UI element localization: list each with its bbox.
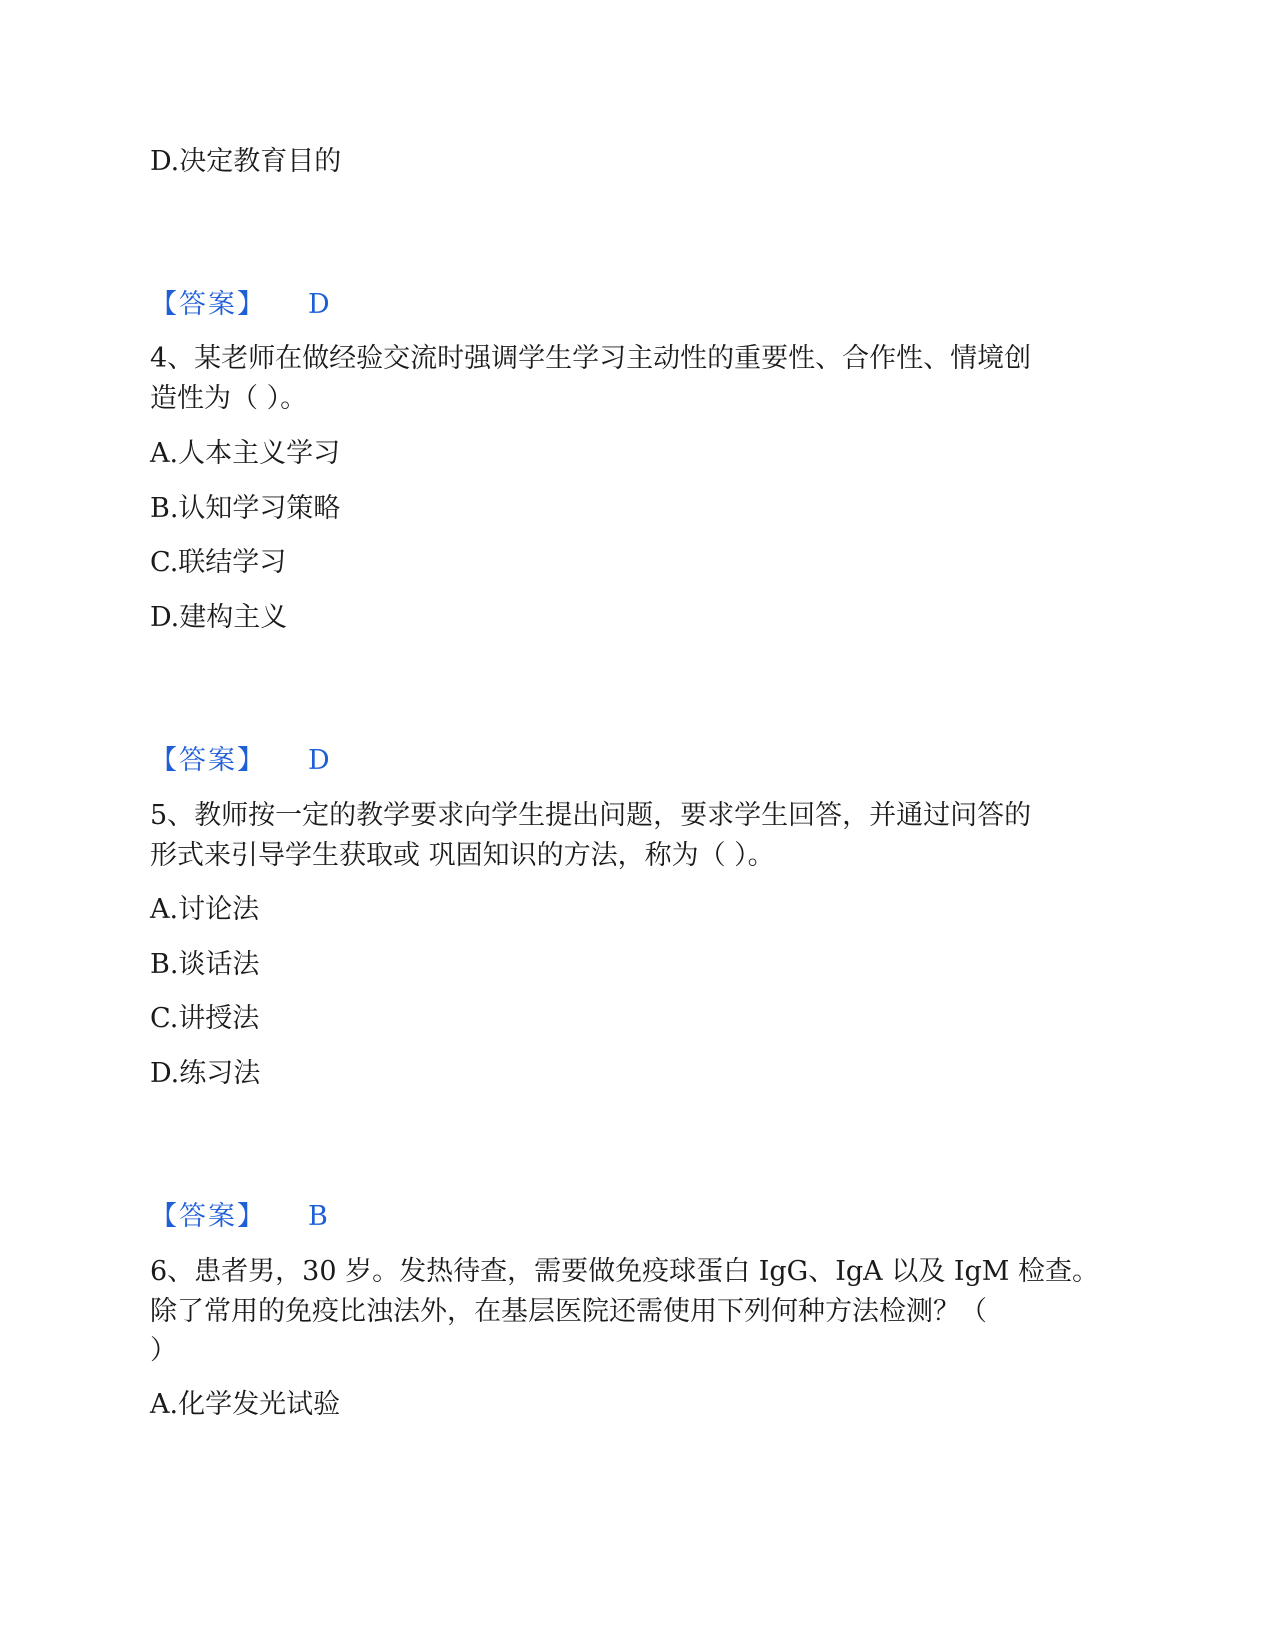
answer-block-q4 <box>150 741 450 781</box>
q5-stem-line-2: 形式来引导学生获取或 巩固知识的方法，称为（ ）。 <box>150 840 775 871</box>
q4-stem-line-2: 造性为（ ）。 <box>150 383 308 414</box>
answer-block-q3 <box>150 285 450 325</box>
q5-option-b: B.谈话法 <box>150 949 260 980</box>
q3-option-d: D.决定教育目的 <box>150 146 342 177</box>
answer-value: D <box>308 745 330 776</box>
q6-stem-line-3: ） <box>150 1335 177 1366</box>
q5-option-d: D.练习法 <box>150 1058 261 1089</box>
q5-stem-line-1: 5、教师按一定的教学要求向学生提出问题，要求学生回答，并通过问答的 <box>150 800 1032 831</box>
q4-option-a: A.人本主义学习 <box>150 438 341 469</box>
q4-option-c: C.联结学习 <box>150 547 287 578</box>
q4-option-b: B.认知学习策略 <box>150 493 341 524</box>
q6-option-a: A.化学发光试验 <box>150 1389 341 1420</box>
q6-stem-line-1: 6、患者男，30 岁。发热待查，需要做免疫球蛋白 IgG、IgA 以及 IgM 检查。 <box>150 1256 1100 1287</box>
answer-block-q5 <box>150 1197 450 1237</box>
q6-stem-line-2: 除了常用的免疫比浊法外，在基层医院还需使用下列何种方法检测？（ <box>150 1296 987 1327</box>
answer-value: B <box>308 1201 328 1232</box>
answer-label: 【答案】 <box>150 1201 266 1232</box>
answer-value: D <box>308 289 330 320</box>
q4-stem-line-1: 4、某老师在做经验交流时强调学生学习主动性的重要性、合作性、情境创 <box>150 343 1032 374</box>
answer-label: 【答案】 <box>150 289 266 320</box>
q5-option-a: A.讨论法 <box>150 894 260 925</box>
answer-label: 【答案】 <box>150 745 266 776</box>
q5-option-c: C.讲授法 <box>150 1003 260 1034</box>
q4-option-d: D.建构主义 <box>150 602 288 633</box>
